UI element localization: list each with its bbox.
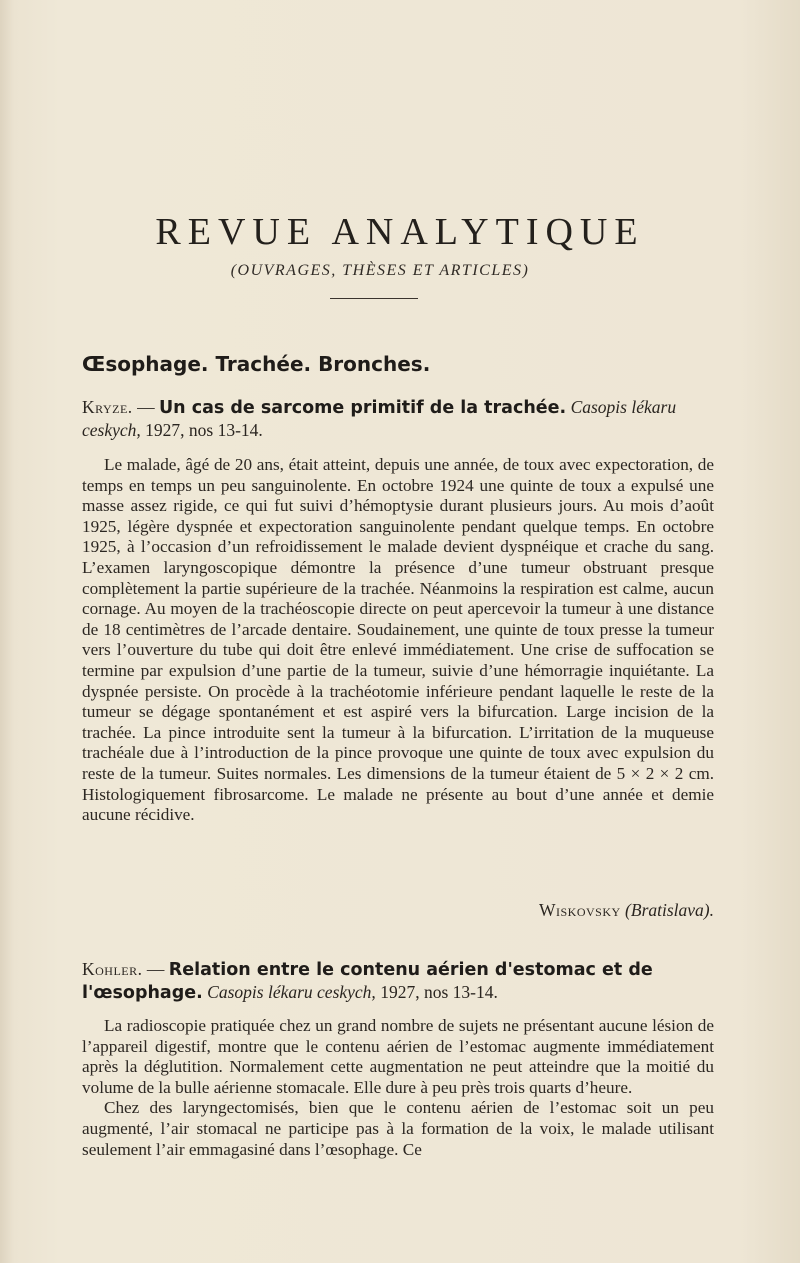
dash: — xyxy=(142,959,169,979)
page-title: REVUE ANALYTIQUE xyxy=(155,211,645,253)
paragraph: Chez des laryngectomisés, bien que le contenu aérien de l’estomac soit un peu augmenté, l’air stomacal ne participe pas à la formation de la voix, le malade utilisant seulement l’air emmagasiné dans l’œsophage. Ce xyxy=(82,1098,714,1159)
article-citation: 1927, nos 13-14. xyxy=(375,982,498,1002)
signature-name: Wiskovsky xyxy=(538,900,621,920)
article-journal: Casopis lékaru ceskych, xyxy=(207,982,376,1002)
section-heading: Œsophage. Trachée. Bronches. xyxy=(82,352,431,376)
article-title: Un cas de sarcome primitif de la trachée. xyxy=(158,398,567,418)
article-reference xyxy=(82,396,722,441)
signature-place: (Bratislava). xyxy=(620,900,714,920)
title-divider xyxy=(330,298,418,299)
article-citation: 1927, nos 13-14. xyxy=(140,420,263,440)
article-body xyxy=(82,1016,714,1160)
paragraph: La radioscopie pratiquée chez un grand nombre de sujets ne présentant aucune lésion de l’appareil digestif, montre que le contenu aérien de l’estomac augmente immédiatement après la déglutition. Normalement cette augmentation ne peut atteindre que la moitié du volume de la bulle aérienne stomacale. Elle dure à peu près trois quarts d’heure. xyxy=(82,1016,714,1097)
dash: — xyxy=(132,397,159,417)
paragraph: Le malade, âgé de 20 ans, était atteint, depuis une année, de toux avec expectoration, de temps en temps un peu sanguinolente. En octobre 1924 une quinte de toux a expulsé une masse assez rigide, ce qui fut suivi d’hémoptysie durant plusieurs jours. Au mois d’août 1925, légère dyspnée et expectoration sanguinolente pendant quelque temps. En octobre 1925, à l’occasion d’un refroidissement le malade devient dyspnéique et crache du sang. L’examen laryngoscopique démontre la présence d’une tumeur obstruant presque complètement la partie supérieure de la trachée. Néanmoins la respiration est calme, aucun cornage. Au moyen de la trachéoscopie directe on peut apercevoir la tumeur à une distance de 18 centimètres de l’arcade dentaire. Soudainement, une quinte de toux presse la tumeur vers l’ouverture du tube qui doit être enlevé immédiatement. Une crise de suffocation se termine par expulsion d’une partie de la tumeur, suivie d’une hémorragie inquiétante. La dyspnée persiste. On procède à la trachéotomie inférieure pendant laquelle le reste de la tumeur se dégage spontanément et est aspiré vers la bifurcation. Large incision de la trachée. La pince introduite sent la tumeur à la bifurcation. L’irritation de la muqueuse trachéale due à l’introduction de la pince provoque une quinte de toux avec expulsion du reste de la tumeur. Suites normales. Les dimensions de la tumeur étaient de 5 × 2 × 2 cm. Histologiquement fibrosarcome. Le malade ne présente au bout d’une année et demie aucune récidive. xyxy=(82,455,714,825)
article-author: Kohler. xyxy=(82,959,143,979)
article-author: Kryze. xyxy=(82,397,133,417)
article-journal: Casopis lékaru ceskych, xyxy=(82,397,677,440)
article-reference xyxy=(82,958,722,1004)
page-subtitle: (OUVRAGES, THÈSES ET ARTICLES) xyxy=(230,262,530,279)
article-title: Relation entre le contenu aérien d'estomac et de l'œsophage. xyxy=(82,960,653,1003)
article-signature xyxy=(82,900,714,921)
article-body xyxy=(82,455,714,826)
